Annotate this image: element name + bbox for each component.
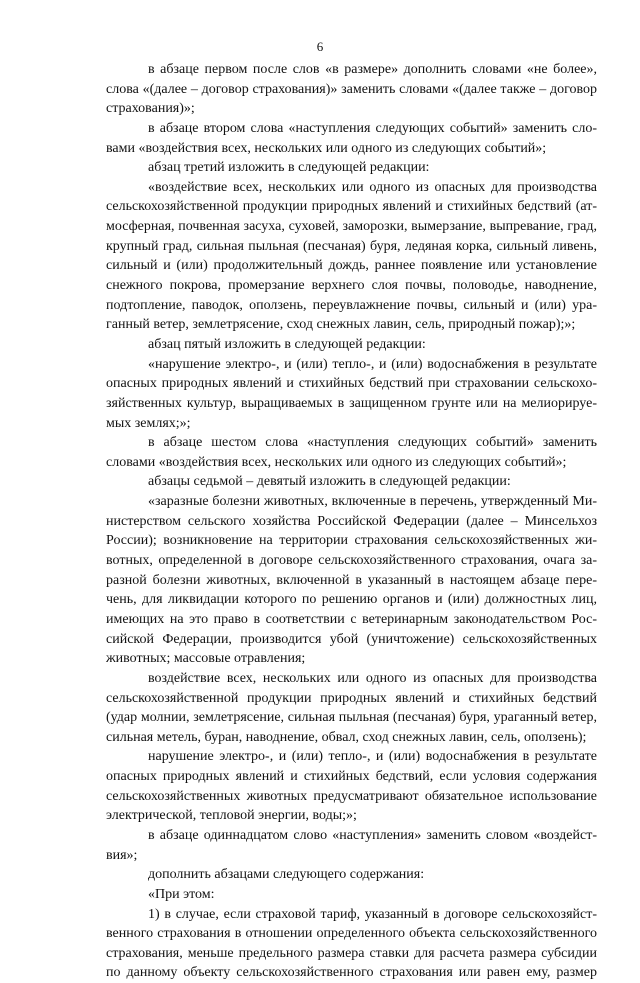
text-line: нарушение электро-, и (или) тепло-, и (или) водоснабжения в результате: [148, 749, 597, 765]
text-line: вотных, определенной в договоре сельскохозяйственного страхования, очага за-: [106, 553, 597, 569]
text-line: в абзаце шестом слова «наступления следующих событий» заменить: [148, 435, 597, 451]
text-line: опасных природных явлений и стихийных бедствий, если условия содержания: [106, 769, 597, 785]
text-line: электрической, тепловой энергии, воды;»;: [106, 808, 357, 824]
text-line: (удар молнии, землетрясение, сильная пыльная (песчаная) буря, ураганный ветер,: [106, 710, 597, 726]
text-line: по данному объекту сельскохозяйственного страхования или равен ему, размер: [106, 965, 597, 981]
text-line: абзацы седьмой – девятый изложить в следующей редакции:: [148, 474, 511, 490]
text-line: подтопление, паводок, оползень, переувлажнение почвы, сильный и (или) ура-: [106, 297, 597, 313]
page-number: 6: [316, 39, 324, 54]
text-line: нистерством сельского хозяйства Российской Федерации (далее – Минсельхоз: [106, 513, 597, 529]
text-line: в абзаце первом после слов «в размере» дополнить словами «не более»,: [148, 62, 597, 77]
text-line: «нарушение электро-, и (или) тепло-, и (или) водоснабжения в результате: [148, 356, 597, 372]
text-line: сильная метель, буран, наводнение, обвал, сход снежных лавин, сель, оползень);: [106, 729, 587, 745]
text-line: России); возникновение на территории страхования сельскохозяйственных жи-: [106, 533, 597, 549]
text-line: опасных природных явлений и стихийных бедствий при страховании сельскохо-: [106, 376, 597, 392]
text-line: ганный ветер, землетрясение, сход снежных лавин, сель, природный пожар);»;: [106, 317, 576, 333]
text-line: сийской Федерации, производится убой (уничтожение) сельскохозяйственных: [106, 631, 597, 647]
text-line: «воздействие всех, нескольких или одного из опасных для производства: [148, 179, 597, 195]
text-line: чень, для ликвидации которого по решению органов и (или) должностных лиц,: [106, 592, 597, 608]
text-line: разной болезни животных, включенной в указанный в настоящем абзаце пере-: [106, 572, 597, 588]
text-line: сельскохозяйственных животных предусматривают обязательное использование: [106, 788, 597, 804]
text-line: животных; массовые отравления;: [106, 651, 306, 667]
text-line: сельскохозяйственной продукции природных явлений и стихийных бедствий: [106, 690, 597, 706]
text-line: словами «воздействия всех, нескольких или одного из следующих событий»;: [106, 454, 567, 470]
text-line: абзац пятый изложить в следующей редакции:: [148, 336, 426, 352]
text-line: венного страхования в отношении определенного объекта сельскохозяйственного: [106, 926, 597, 942]
text-line: страхования)»;: [106, 101, 195, 117]
text-line: зяйственных культур, выращиваемых в защищенном грунте или на мелиорируе-: [106, 395, 597, 411]
text-line: мых землях;»;: [106, 415, 191, 431]
text-line: воздействие всех, нескольких или одного из опасных для производства: [148, 670, 597, 686]
text-line: слова «(далее – договор страхования)» заменить словами «(далее также – договор: [106, 81, 597, 97]
text-line: вия»;: [106, 847, 138, 863]
text-line: дополнить абзацами следующего содержания:: [148, 867, 425, 883]
text-line: в абзаце втором слова «наступления следующих событий» заменить сло-: [148, 120, 597, 136]
text-line: абзац третий изложить в следующей редакции:: [148, 160, 430, 176]
text-line: «При этом:: [148, 886, 215, 902]
text-line: 1) в случае, если страховой тариф, указанный в договоре сельскохозяйст-: [148, 906, 597, 922]
text-line: в абзаце одиннадцатом слово «наступления» заменить словом «воздейст-: [148, 827, 597, 843]
text-line: имеющих на это право в соответствии с ветеринарным законодательством Рос-: [106, 611, 597, 627]
text-line: сильный и (или) продолжительный дождь, раннее появление или установление: [106, 258, 597, 274]
text-line: «заразные болезни животных, включенные в перечень, утвержденный Ми-: [148, 494, 597, 510]
document-body: [106, 60, 597, 983]
text-line: снежного покрова, промерзание верхнего слоя почвы, половодье, наводнение,: [106, 278, 597, 294]
text-line: сельскохозяйственной продукции природных явлений и стихийных бедствий (ат-: [106, 199, 597, 215]
text-line: крупный град, сильная пыльная (песчаная) буря, ледяная корка, сильный ливень,: [106, 238, 597, 254]
text-line: страхования, меньше предельного размера ставки для расчета размера субсидии: [106, 945, 597, 961]
text-line: мосферная, почвенная засуха, суховей, заморозки, вымерзание, выпревание, град,: [106, 219, 597, 235]
text-line: вами «воздействия всех, нескольких или одного из следующих событий»;: [106, 140, 547, 156]
